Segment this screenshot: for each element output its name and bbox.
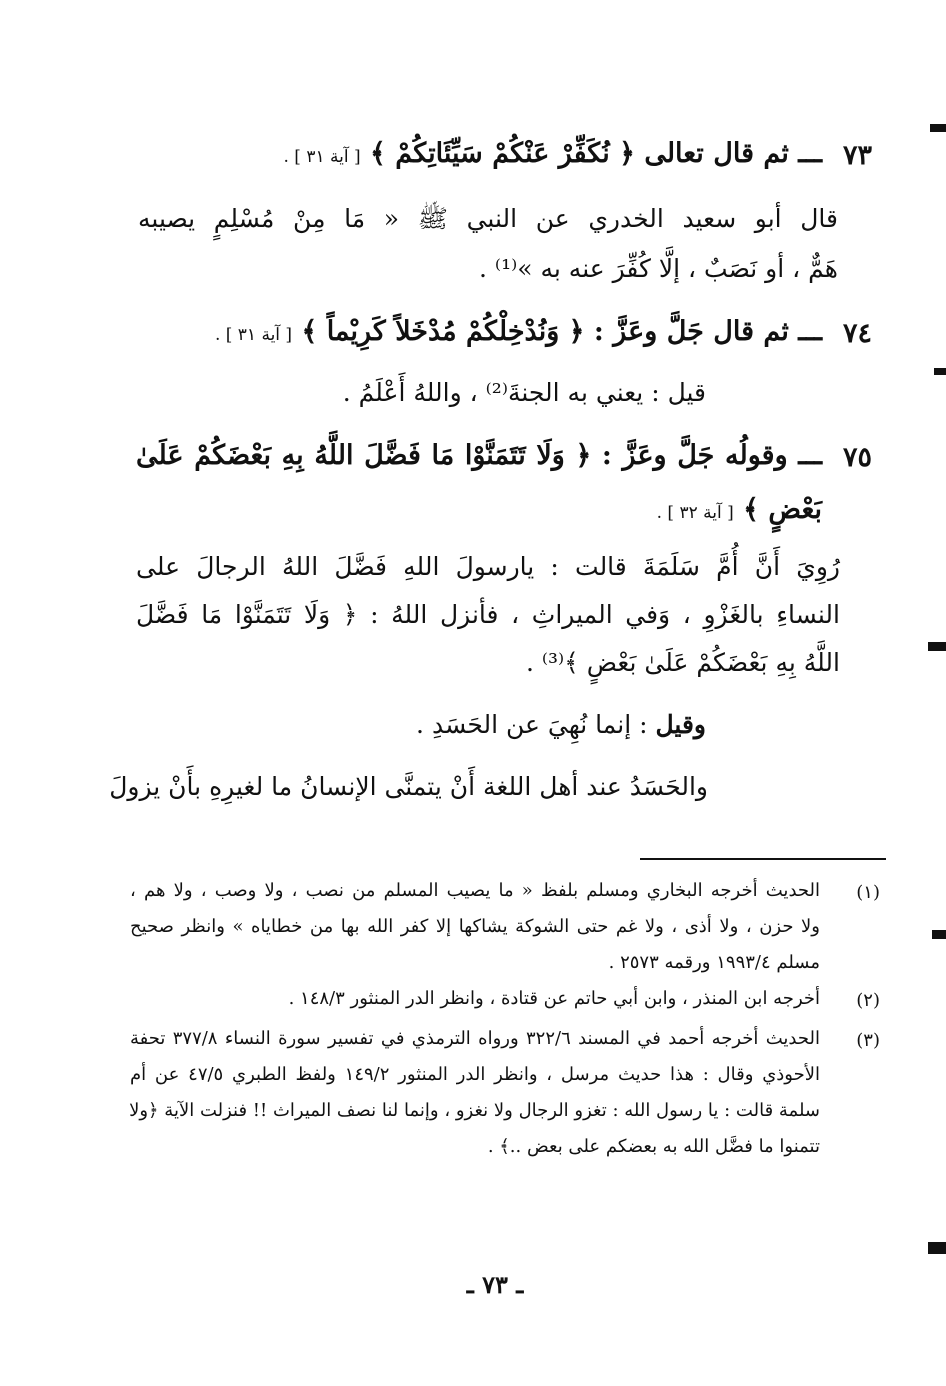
entry-heading-line — [657, 494, 822, 526]
footnote-line: الأحوذي وقال : هذا حديث مرسل ، وانظر الدر المنثور ١٤٩/٢ ولفظ الطبري ٤٧/٥ عن أم — [130, 1064, 820, 1085]
entry-number: ٧٥ — [842, 442, 872, 473]
scan-edge-mark — [928, 1242, 946, 1254]
footnote-number: (٢) — [856, 990, 880, 1011]
ayah-reference: [ آية ٣١ ] . — [283, 147, 361, 167]
footnote-line: مسلم ١٩٩٣/٤ ورقمه ٢٥٧٣ . — [608, 952, 820, 973]
ayah-reference: [ آية ٣١ ] . — [214, 325, 293, 345]
entry-heading — [284, 138, 823, 170]
scan-edge-mark — [928, 642, 946, 651]
heading-text: بَعْضٍ ﴾ — [743, 494, 822, 525]
paragraph-line: والحَسَدُ عند أهل اللغة أَنْ يتمنَّى الإنسانُ ما لغيرِهِ بأَنْ يزولَ — [109, 772, 708, 801]
scan-edge-mark — [932, 930, 946, 939]
paragraph-line: رُوِيَ أَنَّ أُمَّ سَلَمَةَ قالت : يارسولَ اللهِ فَضَّلَ اللهُ الرجالَ على — [136, 552, 840, 581]
footnote-number: (٣) — [856, 1030, 880, 1051]
entry-heading-line: ـــ وقولُه جَلَّ وعَزَّ : ﴿ وَلَا تَتَمَنَّوْا مَا فَضَّلَ اللَّهُ بِهِ بَعْضَكُمْ عَلَىٰ — [136, 440, 822, 471]
paragraph-line — [416, 710, 706, 740]
scan-edge-mark — [930, 124, 946, 132]
scan-edge-mark — [934, 368, 946, 375]
heading-text: ـــ ثم قال جَلَّ وعَزَّ : ﴿ وَنُدْخِلْكُمْ مُدْخَلاً كَرِيْماً ﴾ — [301, 316, 822, 347]
qil-text: : إنما نُهِيَ عن الحَسَدِ . — [416, 710, 648, 739]
paragraph-line: قيل : يعني به الجنةَ⁽²⁾ ، واللهُ أَعْلَمُ . — [342, 378, 706, 407]
footnote-line: الحديث أخرجه أحمد في المسند ٣٢٢/٦ ورواه الترمذي في تفسير سورة النساء ٣٧٧/٨ تحفة — [130, 1028, 820, 1049]
page-number: ـ ٧٣ ـ — [466, 1270, 524, 1299]
footnote-line: ولا حزن ، ولا أذى ، ولا غم حتى الشوكة يشاكها إلا كفر الله بها من خطاياه » وانظر صحيح — [130, 916, 820, 937]
qil-label: وقيل — [655, 710, 706, 739]
entry-number: ٧٣ — [842, 140, 872, 171]
footnote-separator — [640, 858, 886, 860]
heading-text: ـــ ثم قال تعالى ﴿ نُكَفِّرْ عَنْكُمْ سَيِّئَاتِكُمْ ﴾ — [370, 138, 822, 169]
paragraph-line: اللَّهُ بِهِ بَعْضَكُمْ عَلَىٰ بَعْضٍ ﴾⁽³⁾ . — [525, 648, 840, 677]
footnote-line: تتمنوا ما فضَّل الله به بعضكم على بعض ..﴾ . — [487, 1136, 820, 1157]
paragraph-line: هَمٌّ ، أو نَصَبٌ ، إلَّا كُفِّرَ عنه به »⁽¹⁾ . — [479, 254, 838, 283]
paragraph-line: قال أبو سعيد الخدري عن النبي ﷺ « مَا مِنْ مُسْلِمٍ يصيبه — [138, 204, 838, 233]
footnote-line: أخرجه ابن المنذر ، وابن أبي حاتم عن قتادة ، وانظر الدر المنثور ١٤٨/٣ . — [288, 988, 820, 1009]
footnote-line: سلمة قالت : يا رسول الله : تغزو الرجال ولا نغزو ، وإنما لنا نصف الميراث !! فنزلت الآية ﴿ولا — [129, 1100, 820, 1121]
entry-heading — [215, 316, 822, 348]
entry-number: ٧٤ — [842, 318, 872, 349]
footnote-number: (١) — [856, 882, 880, 903]
ayah-reference: [ آية ٣٢ ] . — [656, 503, 734, 523]
footnote-line: الحديث أخرجه البخاري ومسلم بلفظ « ما يصيب المسلم من نصب ، ولا وصب ، ولا هم ، — [130, 880, 820, 901]
paragraph-line: النساءِ بالغَزْوِ ، وَفي الميراثِ ، فأنزل اللهُ : ﴿ وَلَا تَتَمَنَّوْا مَا فَضَّلَ — [136, 600, 840, 629]
